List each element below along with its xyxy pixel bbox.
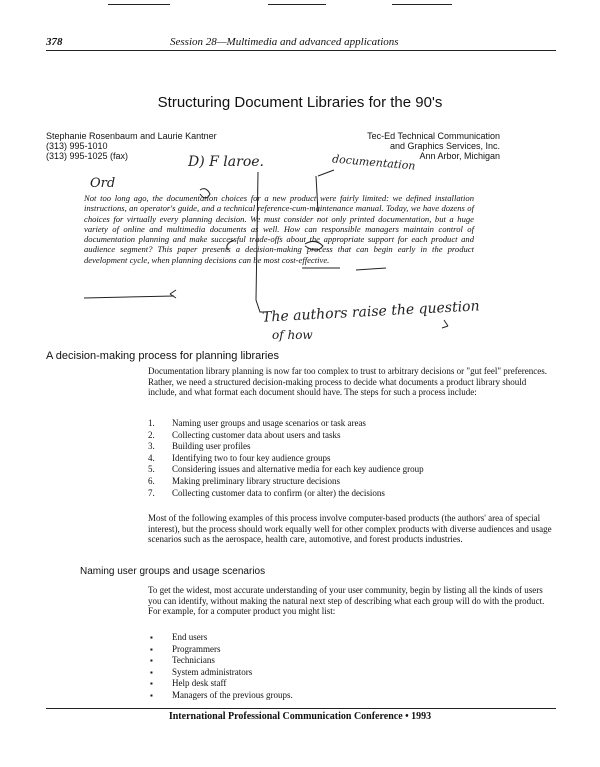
- affiliation-line: Ann Arbor, Michigan: [419, 151, 500, 161]
- list-item: [148, 418, 548, 430]
- footer-rule: [46, 708, 556, 709]
- scan-mark-line: [392, 4, 452, 5]
- list-item: [148, 441, 548, 453]
- handwritten-note: documentation: [331, 152, 416, 173]
- step-text: Making preliminary library structure decisions: [172, 475, 340, 486]
- step-text: Building user profiles: [172, 441, 251, 452]
- step-number: 2.: [148, 429, 155, 440]
- handwriting-stroke: [356, 268, 386, 270]
- section-heading: A decision-making process for planning libraries: [46, 350, 279, 362]
- author-names: Stephanie Rosenbaum and Laurie Kantner: [46, 131, 217, 141]
- list-item: [148, 476, 548, 488]
- affiliation-line: and Graphics Services, Inc.: [389, 141, 500, 151]
- steps-list: [148, 418, 548, 499]
- running-head: Session 28—Multimedia and advanced applications: [170, 36, 399, 48]
- list-item: ▪ Managers of the previous groups.: [148, 690, 293, 702]
- handwriting-stroke: [84, 296, 174, 298]
- paper-title: Structuring Document Libraries for the 90's: [157, 94, 443, 111]
- header-rule: [46, 50, 556, 51]
- step-text: Considering issues and alternative media for each key audience group: [172, 464, 424, 475]
- abstract-text: Not too long ago, the documentation choices for a new product were fairly limited: we defined installation instructions, an operator's guide, and a technical reference-cum-maintenance manual. Today, we have dozens of choices for virtually every planning decision. We must consider not only printed documentation, but a huge variety of online and multimedia documents as well. How can responsible managers maintain control of documentation planning and make successful trade-offs about the appropriate support for each product and audience segment? This paper presents a decision-making process that can begin early in the product development cycle, when planning decisions can be most cost-effective.: [84, 193, 474, 265]
- handwriting-stroke: [442, 320, 448, 328]
- step-text: Collecting customer data to confirm (or alter) the decisions: [172, 487, 385, 498]
- list-item: ▪ Technicians: [148, 655, 293, 667]
- list-item: ▪ System administrators: [148, 667, 293, 679]
- list-item: ▪ End users: [148, 632, 293, 644]
- body-paragraph: Most of the following examples of this process involve computer-based products (the authors' area of special interest), but the process should work equally well for other complex products with diverse audiences and usage scenarios such as the aerospace, health care, automotive, and forest products industries.: [148, 513, 552, 545]
- handwritten-note: D) F laroe.: [188, 154, 264, 170]
- step-text: Collecting customer data about users and tasks: [172, 429, 341, 440]
- handwritten-note: of how: [272, 328, 313, 342]
- author-fax: (313) 995-1025 (fax): [46, 151, 129, 161]
- handwriting-stroke: [170, 290, 176, 298]
- author-phone: (313) 995-1010: [46, 141, 108, 151]
- body-paragraph: Documentation library planning is now far too complex to trust to arbitrary decisions or "gut feel" preferences. Rather, we need a structured decision-making process to decide what documents a product library should include, and what format each document should have. The steps for such a process include:: [148, 366, 547, 398]
- list-item: [148, 488, 548, 500]
- handwritten-note: The authors raise the question: [261, 298, 480, 326]
- scan-mark-line: [268, 4, 326, 5]
- bullet-list: [148, 632, 293, 702]
- list-item: ▪ Programmers: [148, 644, 293, 656]
- step-text: Naming user groups and usage scenarios or task areas: [172, 418, 366, 428]
- step-number: 7.: [148, 487, 155, 498]
- list-item: [148, 464, 548, 476]
- step-number: 6.: [148, 475, 155, 486]
- affiliation-line: Tec-Ed Technical Communication: [367, 131, 500, 141]
- step-number: 5.: [148, 464, 155, 475]
- list-item: [148, 453, 548, 465]
- scan-mark-line: [108, 4, 170, 5]
- step-text: Identifying two to four key audience groups: [172, 452, 331, 463]
- subsection-heading: Naming user groups and usage scenarios: [80, 566, 266, 577]
- list-item: ▪ Help desk staff: [148, 678, 293, 690]
- list-item: [148, 430, 548, 442]
- step-number: 3.: [148, 441, 155, 452]
- body-paragraph: To get the widest, most accurate understanding of your user community, begin by listing all the kinds of users you can identify, without making the natural next step of describing what each group will do with the product. For example, for a computer product you might list:: [148, 585, 545, 617]
- handwritten-note: Ord: [90, 176, 116, 191]
- step-number: 1.: [148, 418, 155, 428]
- page-number: 378: [46, 36, 63, 48]
- footer-text: International Professional Communication Conference • 1993: [168, 711, 432, 722]
- step-number: 4.: [148, 452, 155, 463]
- handwriting-stroke: [318, 170, 334, 176]
